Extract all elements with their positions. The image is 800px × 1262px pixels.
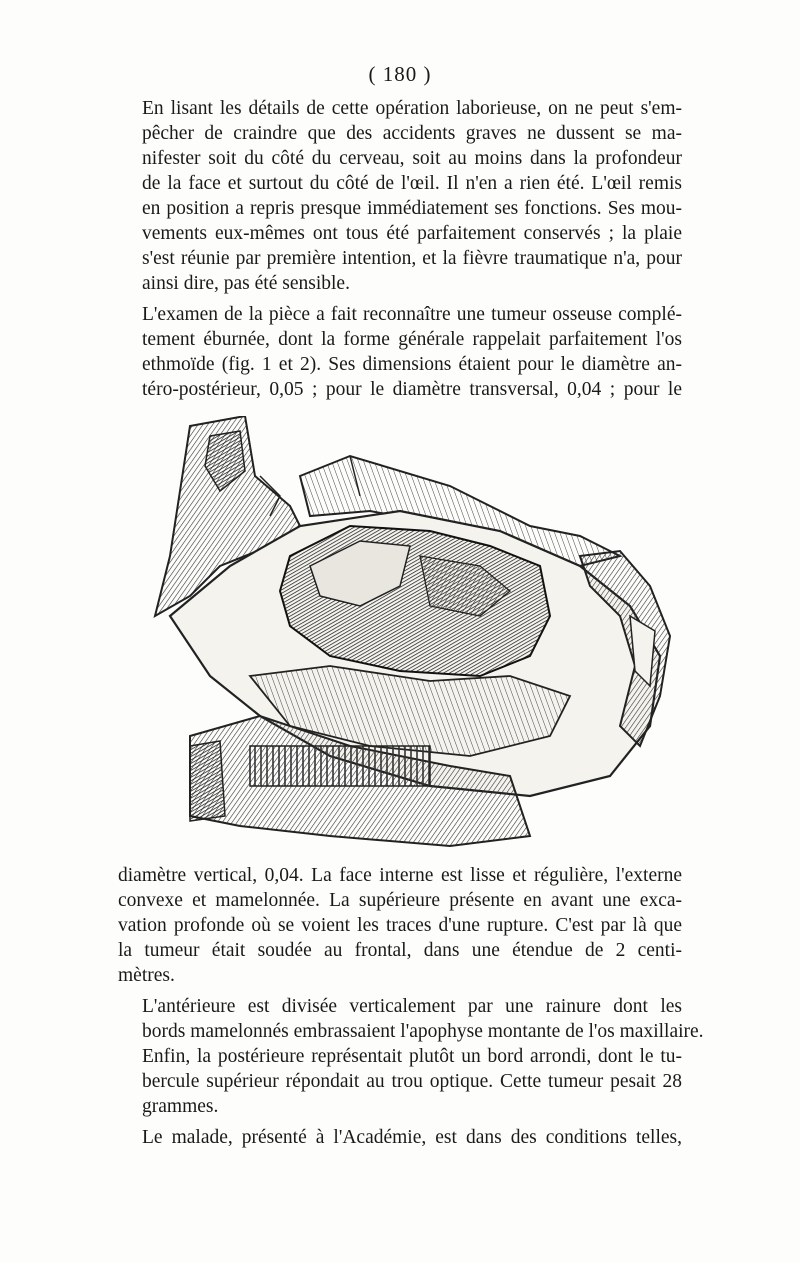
anatomical-figure: [150, 416, 686, 852]
text-line: vation profonde où se voient les traces d'une rupture. C'est par là que: [118, 915, 682, 936]
text-line: bercule supérieur répondait au trou optique. Cette tumeur pesait 28: [142, 1071, 682, 1092]
paragraph-1: [118, 96, 682, 296]
paragraph-3: [118, 994, 704, 1119]
page-number: ( 180 ): [368, 62, 432, 86]
text-line: de la face et surtout du côté de l'œil. Il n'en a rien été. L'œil remis: [142, 173, 682, 194]
paragraph-2: [118, 302, 682, 402]
text-line: L'examen de la pièce a fait reconnaître une tumeur osseuse complé-: [142, 304, 682, 325]
text-line: en position a repris presque immédiatement ses fonctions. Ses mou-: [142, 198, 682, 219]
paragraph-4: [118, 1125, 682, 1150]
text-line: L'antérieure est divisée verticalement par une rainure dont les: [142, 996, 682, 1017]
text-block-top: [118, 96, 682, 402]
paragraph-2-continued: [118, 863, 682, 988]
text-line: convexe et mamelonnée. La supérieure présente en avant une exca-: [118, 890, 682, 911]
text-line: la tumeur était soudée au frontal, dans une étendue de 2 centi-: [118, 940, 682, 961]
text-line: ethmoïde (fig. 1 et 2). Ses dimensions étaient pour le diamètre an-: [142, 354, 682, 375]
text-line: grammes.: [142, 1096, 219, 1117]
text-line: ainsi dire, pas été sensible.: [142, 273, 350, 294]
text-line: Le malade, présenté à l'Académie, est dans des conditions telles,: [142, 1127, 682, 1148]
text-line: diamètre vertical, 0,04. La face interne est lisse et régulière, l'externe: [118, 865, 682, 886]
text-line: tement éburnée, dont la forme générale rappelait parfaitement l'os: [142, 329, 682, 350]
text-line: nifester soit du côté du cerveau, soit au moins dans la profondeur: [142, 148, 682, 169]
text-block-bottom: [118, 863, 704, 1150]
anatomical-engraving-icon: [150, 416, 686, 852]
text-line: téro-postérieur, 0,05 ; pour le diamètre transversal, 0,04 ; pour le: [142, 379, 682, 400]
text-line: pêcher de craindre que des accidents graves ne dussent se ma-: [142, 123, 682, 144]
text-line: vements eux-mêmes ont tous été parfaitement conservés ; la plaie: [142, 223, 682, 244]
text-line: En lisant les détails de cette opération laborieuse, on ne peut s'em-: [142, 98, 682, 119]
text-line: mètres.: [118, 965, 175, 986]
text-line: Enfin, la postérieure représentait plutôt un bord arrondi, dont le tu-: [142, 1046, 682, 1067]
text-line: bords mamelonnés embrassaient l'apophyse montante de l'os maxillaire.: [142, 1021, 704, 1042]
text-line: s'est réunie par première intention, et la fièvre traumatique n'a, pour: [142, 248, 682, 269]
